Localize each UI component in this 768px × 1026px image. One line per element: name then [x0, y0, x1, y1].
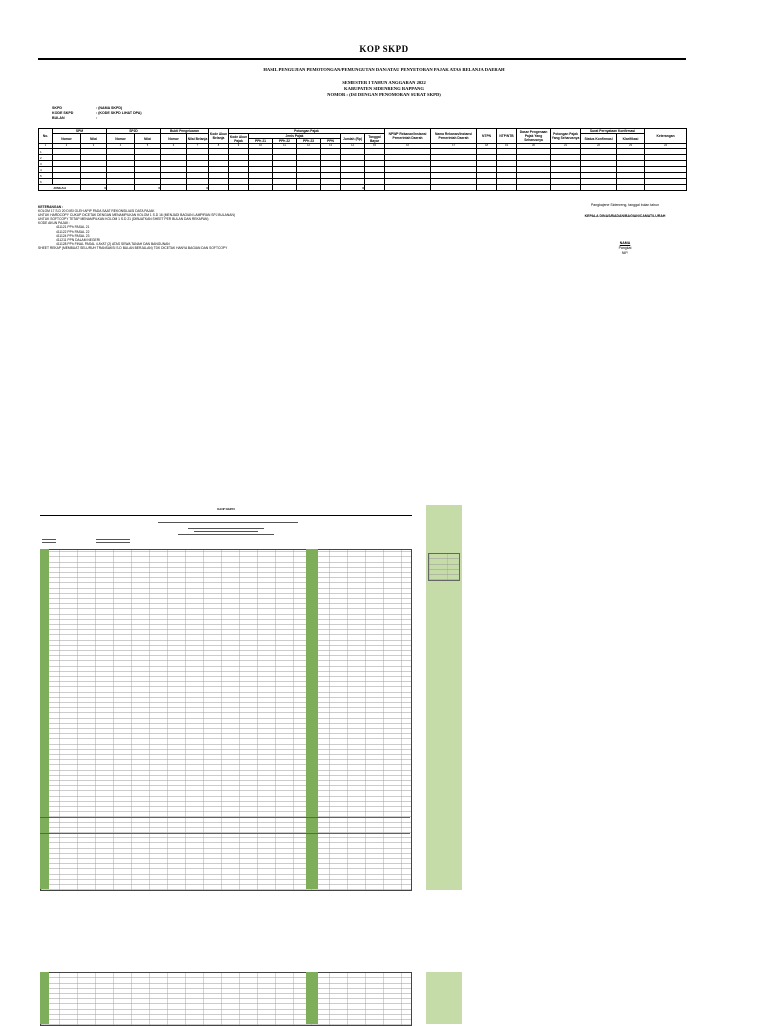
preview-meta-line [96, 539, 130, 540]
header-bukti: Bukti Pengeluaran [161, 129, 209, 134]
meta-bulan: BULAN : [52, 116, 98, 120]
row-number: 3 [39, 161, 53, 167]
preview-green-column [306, 972, 318, 1024]
notes-title: KETERANGAN : [38, 205, 64, 209]
header-klarifikasi: Klarifikasi [617, 134, 645, 144]
header-sp2d-nomor: Nomor [107, 134, 135, 144]
column-index: 7 [187, 144, 209, 149]
header-spm-nomor: Nomor [53, 134, 81, 144]
preview-meta-line [96, 542, 130, 543]
header-sp2d-nilai: Nilai [135, 134, 161, 144]
preview-meta-line [42, 539, 56, 540]
preview-heading-line [158, 522, 298, 523]
report-heading: HASIL PENGUJIAN PEMOTONGAN/PEMUNGUTAN DAN/ATAU PENYETORAN PAJAK ATAS BELANJA DAERAH [263, 67, 505, 72]
preview-heading-line [194, 531, 258, 532]
row-number: 5 [39, 173, 53, 179]
tax-table [38, 128, 687, 191]
header-ntpn: NTPN [477, 129, 497, 144]
tax-code-line: 411121 PPh PASAL 21 [56, 225, 90, 230]
column-index: 20 [517, 144, 551, 149]
column-index: 4 [107, 144, 135, 149]
preview-grid [40, 972, 412, 1026]
document-title: KOP SKPD [359, 44, 409, 54]
row-number: 1 [39, 149, 53, 155]
sheet-preview-2 [38, 972, 414, 1024]
sign-role: KEPALA DINAS/BADAN/BAGIAN/CAMAT/LURAH [584, 214, 666, 218]
header-tanggal-bayar: Tanggal Bayar [365, 134, 385, 144]
header-nama-rekanan: Nama Rekanan/Instansi Pemerintah Daerah [431, 129, 477, 144]
row-number: 2 [39, 155, 53, 161]
column-index: 21 [551, 144, 581, 149]
column-index: 13 [321, 144, 341, 149]
column-index: 8 [209, 144, 229, 149]
sum-jumlah: 0 [341, 185, 365, 191]
column-index: 9 [229, 144, 249, 149]
header-surat: Surat Pernyataan Konfirmasi [581, 129, 645, 134]
regency-line: KABUPATEN SIDENRENG RAPPANG [344, 86, 424, 91]
column-index: 12 [297, 144, 321, 149]
sheet-preview [38, 505, 414, 890]
header-pph22: PPh 22 [273, 139, 297, 144]
title-rule [38, 58, 686, 60]
preview-green-column [40, 972, 49, 1024]
column-index: 5 [135, 144, 161, 149]
tax-code-line: 411211 PPN DALAM NEGERI [56, 237, 101, 242]
tax-code-line: 411124 PPh PASAL 23 [56, 233, 90, 238]
notes-block [38, 205, 235, 250]
column-index: 6 [161, 144, 187, 149]
column-index: 18 [477, 144, 497, 149]
tax-code-line: 411122 PPh PASAL 22 [56, 229, 90, 234]
header-jenis-pajak: Jenis Pajak [249, 134, 341, 139]
column-index: 3 [81, 144, 107, 149]
column-index: 23 [617, 144, 645, 149]
header-pph21: PPh 21 [249, 139, 273, 144]
preview-rule [40, 515, 412, 516]
column-index: 15 [365, 144, 385, 149]
header-spm: SPM [53, 129, 107, 134]
column-index: 2 [53, 144, 81, 149]
header-potongan: Potongan Pajak [229, 129, 385, 134]
note-line: UNTUK SOFTCOPY TETAP MENAMPILKAN KOLOM 1 S.D 21 (DIBUATKAN SHEET PER BULAN DAN REKAPAN) [38, 217, 209, 222]
column-index: 1 [39, 144, 53, 149]
header-sp2d: SP2D [107, 129, 161, 134]
preview-meta-line [42, 542, 56, 543]
header-dasar: Dasar Pengenaan Pajak Yang Seharusnya [517, 129, 551, 144]
header-kode-akun-belanja: Kode Akun Belanja [209, 129, 229, 144]
header-nilai-belanja: Nilai Belanja [187, 134, 209, 144]
number-line: NOMOR : (ISI DENGAN PENOMORAN SURAT SKPD) [327, 92, 441, 97]
preview-side-panel [426, 972, 462, 1024]
header-no: No. [39, 129, 53, 144]
preview-red-line [40, 817, 410, 818]
preview-red-line [40, 833, 410, 834]
header-potongan-seharusnya: Potongan Pajak Yang Seharusnya [551, 129, 581, 144]
sum-row [39, 185, 687, 191]
column-index: 11 [273, 144, 297, 149]
meta-kode-skpd: KODE SKPD : (KODE SKPD LIHAT DPA) [52, 111, 142, 115]
sign-nip: NIP. [621, 251, 629, 255]
column-index: 24 [645, 144, 687, 149]
header-bukti-nomor: Nomor [161, 134, 187, 144]
header-keterangan: Keterangan [645, 129, 687, 144]
sum-label: JUMLAH [39, 185, 81, 191]
sign-name: NAMA [619, 241, 631, 245]
preview-heading-line [188, 528, 264, 529]
preview-side-header [428, 553, 460, 581]
row-number: 6 [39, 179, 53, 185]
semester-line: SEMESTER I TAHUN ANGGARAN 2022 [342, 80, 426, 85]
note-line: KOLOM 17 S.D 20 DIISI OLEH APIP PADA SAAT REKONSILIASI DATA PAJAK [38, 209, 155, 214]
column-index: 17 [431, 144, 477, 149]
preview-green-column [40, 549, 49, 889]
header-ppn: PPN [321, 139, 341, 144]
sign-rank: Pangkat [618, 246, 632, 250]
column-index: 16 [385, 144, 431, 149]
header-spm-nilai: Nilai [81, 134, 107, 144]
preview-heading-line [178, 534, 274, 535]
header-kode-akun-pajak: Kode Akun Pajak [229, 134, 248, 143]
note-line: KODE AKUN PAJAK : [38, 221, 71, 226]
header-ntp-ntb: NTP/NTB [497, 129, 517, 144]
row-number: 4 [39, 167, 53, 173]
sum-nilai-belanja: 0 [187, 185, 209, 191]
header-status: Status Konfirmasi [581, 134, 617, 144]
sum-spm-nilai: 0 [81, 185, 107, 191]
header-jumlah: Jumlah (Rp) [341, 134, 365, 144]
column-index: 10 [249, 144, 273, 149]
column-index: 22 [581, 144, 617, 149]
preview-title: KOP SKPD [217, 507, 235, 511]
header-npwp: NPWP Rekanan/Instansi Pemerintah Daerah [385, 129, 431, 144]
tax-code-line: 411128 PPh FINAL PASAL 4 AYAT (2) ATAS SEWA TANAH DAN BANGUNAN [56, 241, 170, 246]
preview-green-column [306, 549, 318, 889]
column-index: 19 [497, 144, 517, 149]
preview-grid [40, 549, 412, 891]
sum-sp2d-nilai: 0 [135, 185, 161, 191]
note-line: SHEET REKAP (MEMBUAT SELURUH TRANSAKSI S.D BULAN BERJALAN) TDK DICETAK HANYA BAGIAN DAN SOFTCOPY [38, 245, 228, 250]
sign-place-date: Pangkajene Sidenreng, tanggal bulan tahun [590, 203, 660, 207]
column-index: 14 [341, 144, 365, 149]
note-line: UNTUK HARDCOPY CUKUP DICETAK DENGAN MENAMPILKAN KOLOM 1 S.D 16 (MENJADI BAGIAN LAMPIRAN SPJ BULANAN) [38, 213, 235, 218]
meta-skpd: SKPD : (NAMA SKPD) [52, 106, 123, 110]
header-pph23: PPh 23 [297, 139, 321, 144]
